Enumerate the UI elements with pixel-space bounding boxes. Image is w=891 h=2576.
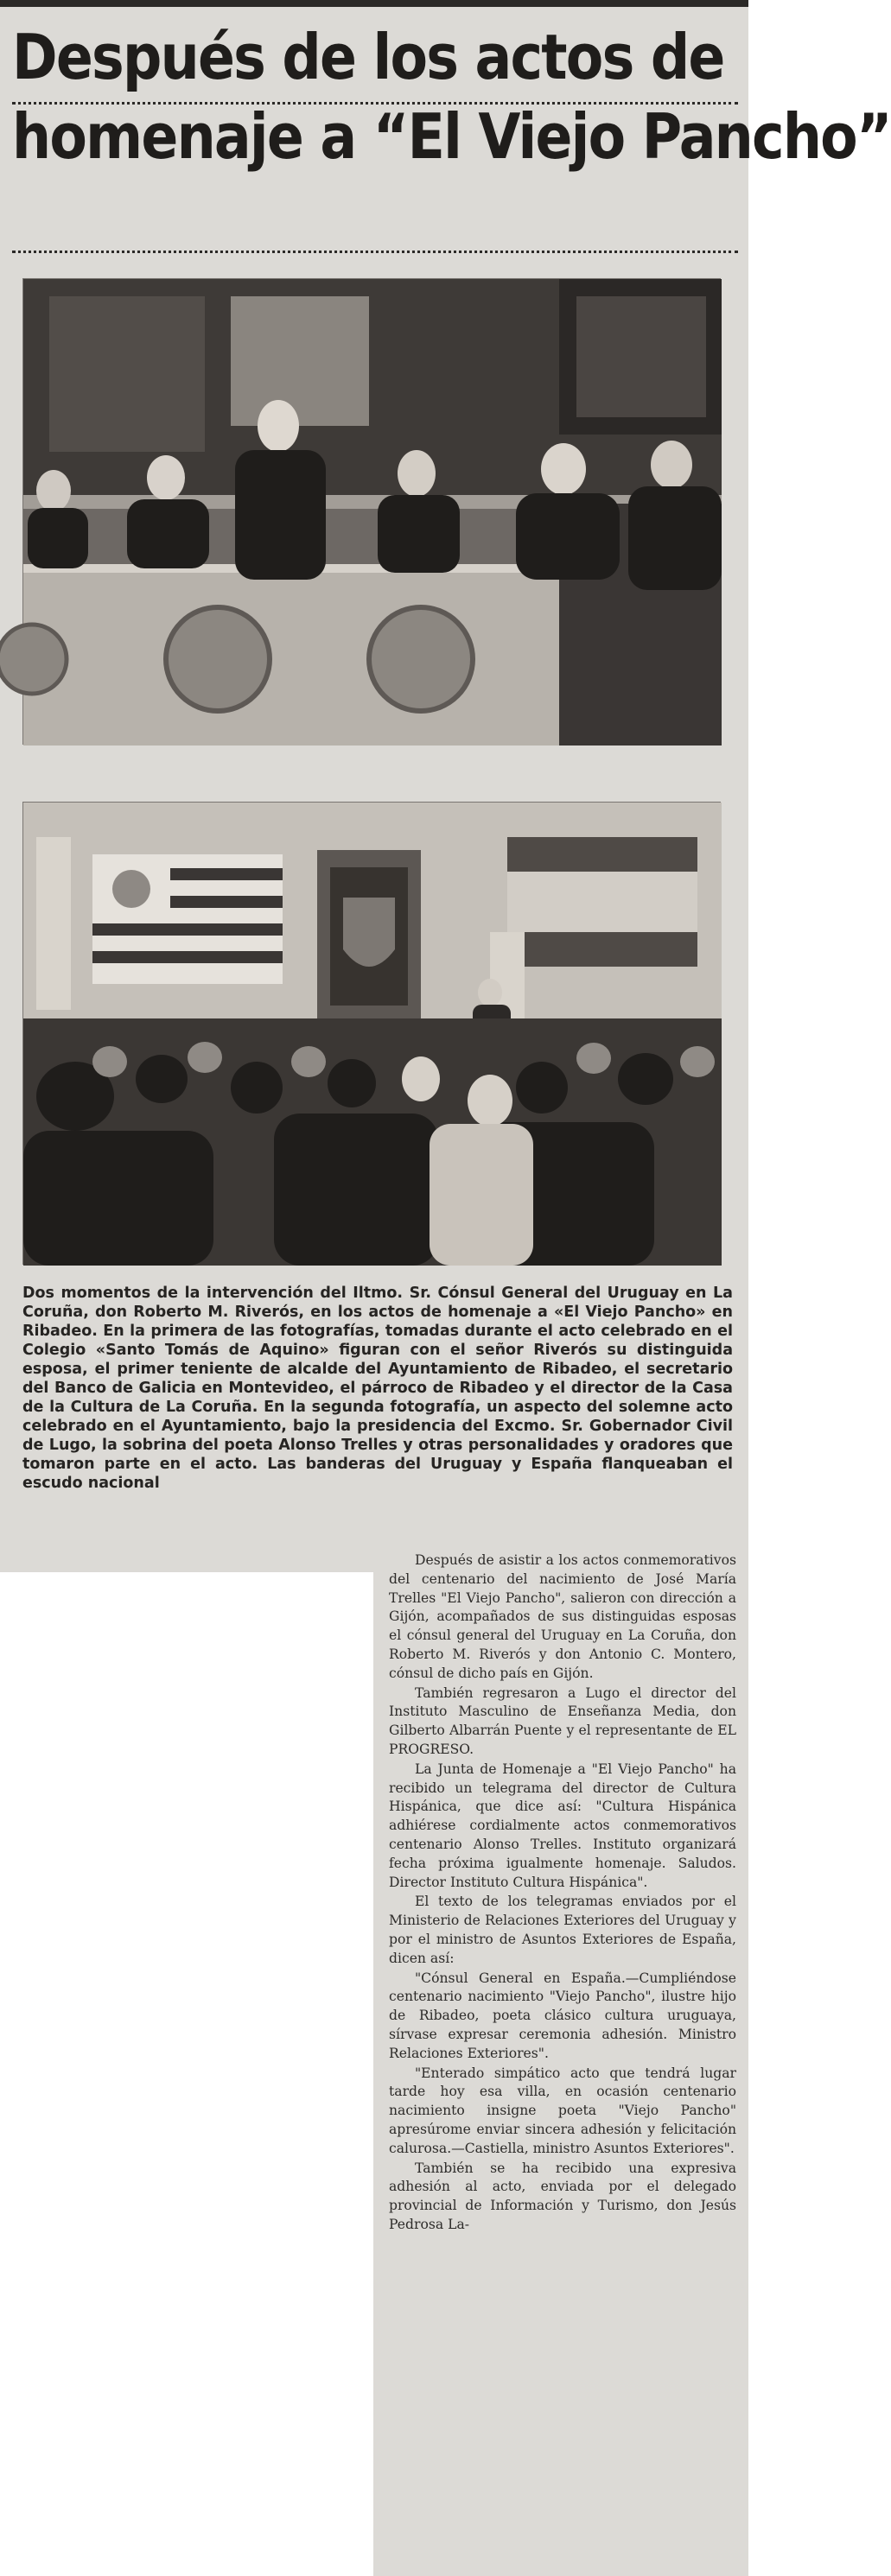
article-body bbox=[389, 1551, 736, 2236]
headline-line-2: homenaje a “El Viejo Pancho” bbox=[12, 100, 891, 173]
article-paragraph: También regresaron a Lugo el director del Instituto Masculino de Enseñanza Media, don Gilberto Albarrán Puente y el representante de EL PROGRESO. bbox=[389, 1685, 736, 1757]
headline-divider bbox=[12, 102, 738, 105]
headline-line-1: Después de los actos de bbox=[12, 21, 724, 93]
article-paragraph: El texto de los telegramas enviados por el Ministerio de Relaciones Exteriores del Uruguay y por el ministro de Asuntos Exteriores de España, dicen así: bbox=[389, 1894, 736, 1966]
photo-caption bbox=[22, 1284, 733, 1493]
photo-town-hall-audience bbox=[22, 802, 721, 1265]
uruguay-flag bbox=[92, 854, 283, 984]
article-paragraph: También se ha recibido una expresiva adhesión al acto, enviada por el delegado provincial de Información y Turismo, don Jesús Pedrosa La- bbox=[389, 2160, 736, 2232]
article-paragraph: "Enterado simpático acto que tendrá lugar tarde hoy esa villa, en ocasión centenario nacimiento insigne poeta "Viejo Pancho" apresúrome enviar sincera adhesión y felicitación calurosa.—Castiella, ministro Asuntos Exteriores". bbox=[389, 2065, 736, 2156]
caption-text: Dos momentos de la intervención del Iltmo. Sr. Cónsul General del Uruguay en La Coruña, don Roberto M. Riverós, en los actos de homenaje a «El Viejo Pancho» en Ribadeo. En la primera de las fotografías, tomadas durante el acto celebrado en el Colegio «Santo Tomás de Aquino» figuran con el señor Riverós su distinguida esposa, el primer teniente de alcalde del Ayuntamiento de Ribadeo, el secretario del Banco de Galicia en Montevideo, el párroco de Ribadeo y el director de la Casa de la Cultura de La Coruña. En la segunda fotografía, un aspecto del solemne acto celebrado en el Ayuntamiento, bajo la presidencia del Excmo. Sr. Gobernador Civil de Lugo, la sobrina del poeta Alonso Trelles y otras personalidades y oradores que tomaron parte en el acto. Las banderas del Uruguay y España flanqueaban el escudo nacional bbox=[22, 1285, 733, 1492]
article-paragraph: La Junta de Homenaje a "El Viejo Pancho" ha recibido un telegrama del director de Cultura Hispánica, que dice así: "Cultura Hispánica adhiérese cordialmente actos conmemorativos centenario Alonso Trelles. Instituto organizará fecha próxima igualmente homenaje. Saludos. Director Instituto Cultura Hispánica". bbox=[389, 1761, 736, 1890]
photo-officials-at-table bbox=[22, 278, 721, 745]
headline bbox=[12, 17, 891, 176]
headline-bottom-divider bbox=[12, 251, 738, 253]
article-paragraph: Después de asistir a los actos conmemorativos del centenario del nacimiento de José María Trelles "El Viejo Pancho", salieron con dirección a Gijón, acompañados de sus distinguidas esposas el cónsul general del Uruguay en La Coruña, don Roberto M. Riverós y don Antonio C. Montero, cónsul de dicho país en Gijón. bbox=[389, 1552, 736, 1681]
top-rule bbox=[0, 0, 748, 7]
article-paragraph: "Cónsul General en España.—Cumpliéndose centenario nacimiento "Viejo Pancho", ilustre hijo de Ribadeo, poeta clásico cultura uruguaya, sírvase expresar ceremonia adhesión. Ministro Relaciones Exteriores". bbox=[389, 1970, 736, 2061]
